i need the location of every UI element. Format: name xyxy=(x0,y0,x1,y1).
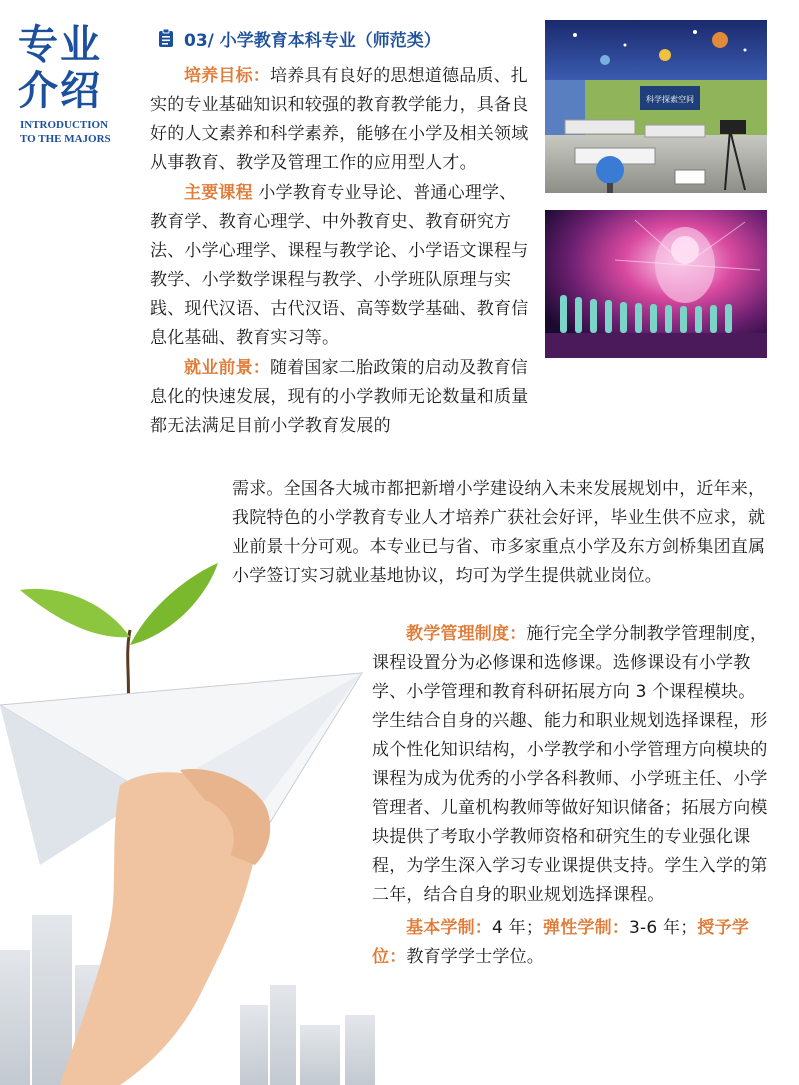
courses-paragraph xyxy=(150,179,533,353)
mgmt-label: 教学管理制度： xyxy=(406,624,527,644)
goal-text: 培养具有良好的思想道德品质、扎实的专业基础知识和较强的教育教学能力，具备良好的人文素养和科学素养，能够在小学及相关领域从事教育、教学及管理工作的应用型人才。 xyxy=(150,66,529,173)
management-paragraph xyxy=(372,620,772,910)
paper-plane-illustration xyxy=(0,555,380,1085)
basic-label: 基本学制： xyxy=(406,918,492,938)
career-paragraph-end xyxy=(232,475,772,591)
mgmt-text: 施行完全学分制教学管理制度，课程设置分为必修课和选修课。选修课设有小学教学、小学管理和教育科研拓展方向 3 个课程模块。学生结合自身的兴趣、能力和职业规划选择课程，形成个性化知识结构，小学教学和小学管理方向模块的课程为成为优秀的小学各科教师、小学班主任、小学管理者、儿童机构教师等做好知识储备；拓展方向模块提供了考取小学教师资格和研究生的专业强化课程，为学生深入学习专业课提供支持。学生入学的第二年，结合自身的职业规划选择课程。 xyxy=(372,624,768,905)
degree-value: 教育学学士学位。 xyxy=(406,947,545,967)
flex-value: 3-6 年； xyxy=(629,918,698,938)
intro-text-top xyxy=(150,62,533,441)
goal-label: 培养目标： xyxy=(184,66,270,86)
performance-image xyxy=(545,210,767,358)
schooling-paragraph xyxy=(372,914,772,972)
section-title: 03/ 小学教育本科专业（师范类） xyxy=(184,30,441,51)
career-label: 就业前景： xyxy=(184,358,270,378)
subtitle-line-1: INTRODUCTION xyxy=(20,119,109,131)
section-heading xyxy=(158,25,441,51)
flex-label: 弹性学制： xyxy=(543,918,630,938)
career-text-b: 需求。全国各大城市都把新增小学建设纳入未来发展规划中，近年来，我院特色的小学教育专业人才培养广获社会好评，毕业生供不应求，就业前景十分可观。本专业已与省、市多家重点小学及东方剑桥集团直属小学签订实习就业基地协议，均可为学生提供就业岗位。 xyxy=(232,479,766,586)
basic-value: 4 年； xyxy=(492,918,544,938)
degree-label: 授予学位： xyxy=(372,918,750,967)
title-line-2: 介绍 xyxy=(18,68,102,114)
performance-photo xyxy=(545,210,767,358)
classroom-photo xyxy=(545,20,767,193)
career-text-a: 随着国家二胎政策的启动及教育信息化的快速发展，现有的小学教师无论数量和质量都无法满足目前小学教育发展的 xyxy=(150,358,529,436)
subtitle-line-2: TO THE MAJORS xyxy=(20,133,111,145)
courses-text: 小学教育专业导论、普通心理学、教育学、教育心理学、中外教育史、教育研究方法、小学心理学、课程与教学论、小学语文课程与教学、小学数学课程与教学、小学班队原理与实践、现代汉语、古代汉语、高等数学基础、教育信息化基础、教育实习等。 xyxy=(150,183,529,348)
title-line-1: 专业 xyxy=(18,22,102,68)
page-subtitle xyxy=(20,118,111,146)
classroom-image xyxy=(545,20,767,193)
management-block xyxy=(372,620,772,972)
courses-label: 主要课程 xyxy=(184,183,253,203)
page-title xyxy=(18,22,102,114)
clipboard-icon xyxy=(158,28,174,48)
classroom-sign: 科学探索空间 xyxy=(646,95,694,104)
training-goal-paragraph xyxy=(150,62,533,178)
career-paragraph-start xyxy=(150,354,533,441)
